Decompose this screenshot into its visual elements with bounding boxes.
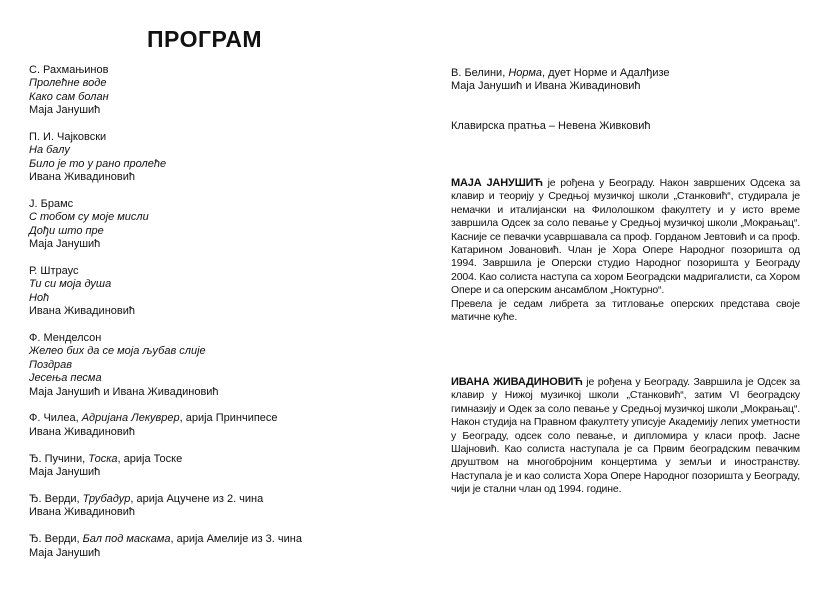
performer: Ивана Живадиновић [29,506,135,519]
composer: Ф. Чилеа, [29,412,82,425]
composer: Р. Штраус [29,265,79,278]
opera-title: Тоска [88,452,118,465]
aria-desc: , арија Принчипесе [179,412,278,425]
performer: Маја Јанушић и Ивана Живадиновић [451,80,641,93]
work-title: На балу [29,144,70,157]
work-title: Ти си моја душа [29,278,112,291]
performer: Ивана Живадиновић [29,305,135,318]
performer: Маја Јанушић [29,466,101,479]
composer: В. Белини, [451,67,509,79]
opera-title: Адријана Лекуврер [81,412,180,425]
performer: Ивана Живадиновић [29,425,135,438]
bio-name: МАЈА ЈАНУШИЋ [451,177,543,189]
composer: С. Рахмањинов [29,64,109,76]
aria-line [29,533,409,546]
opera-title: Трубадур [82,492,131,505]
performer: Маја Јанушић [29,104,101,117]
aria-desc: , арија Ацучене из 2. чина [130,492,264,505]
work-title: С тобом су моје мисли [29,211,149,224]
work-title: Ноћ [29,291,50,304]
aria-line [451,67,801,80]
opera-title: Бал под маскама [82,533,171,546]
work-title: Како сам болан [29,90,109,103]
aria-line [29,453,409,466]
bio-paragraph: Превела је седам либрета за титловање оперских представа своје матичне куће. [451,297,800,324]
aria-line [29,412,409,425]
bio-paragraph [451,376,800,497]
aria-desc: , арија Амелије из 3. чина [170,533,302,546]
work-title: Било је то у рано пролеће [29,157,167,170]
program-item [29,332,409,399]
performer: Маја Јанушић [29,546,101,559]
accompaniment: Клавирска пратња – Невена Живковић [451,120,651,132]
composer: Ф. Менделсон [29,332,102,345]
program-item [29,198,409,252]
duet-item [451,67,801,94]
program-item [29,453,409,480]
aria-desc: , арија Тоске [117,452,183,465]
opera-title: Норма [508,67,543,79]
performer: Ивана Живадиновић [29,171,135,184]
work-title: Желео бих да се моја љубав слије [29,345,206,358]
work-title: Пролећне воде [29,77,107,90]
performer: Маја Јанушић и Ивана Живадиновић [29,385,219,398]
composer: П. И. Чајковски [29,131,107,144]
aria-line [29,493,409,506]
program-item [29,493,409,520]
bio-paragraph [451,177,800,298]
program-item [29,265,409,319]
bio-text: је рођена у Београду. Завршила је Одсек за клавир у Нижој музичкој школи „Станковић“, затим VI београдску гимназију и Одек за соло певање у Средњој музичкој школи „Мокрањац“. Након студија на Правном факултету уписује Академију лепих уметности у Београду, одсек соло певање, и дипломира у класи проф. Јасне Шајновић. Као солиста наступала је са Првим београдским певачким друштвом на многобројним концертима у земљи и иностранству. Наступала је и као солиста Хора Опере Народног позоришта у Београду, чији је стални члан од 1994. године. [451,376,800,496]
program-item [29,412,409,439]
program-item [29,131,409,185]
bio-text: је рођена у Београду. Након завршених Одсека за клавир и теорију у Средњој музичкој школи „Станковић“, студирала је немачки и италијански на Филолошком факултету и у исто време завршила Одсек за соло певање у Средњој музичкој школи „Мокрањац“. Касније се певачки усавршавала са проф. Горданом Јевтовић и са проф. Катарином Јовановић. Члан је Хора Опере Народног позоришта од 1994. Завршила је Оперски студио Народног позоришта у Београду 2004. Као солиста наступа са хором Београдски мадригалисти, са Хором Опере и са оперским ансамблом „Ноктурно“. [451,177,801,297]
composer: Ђ. Верди, [29,533,83,546]
work-title: Јесења песма [29,372,102,385]
bio-maja [451,177,800,324]
work-title: Дођи што пре [29,224,104,237]
program-list [29,64,409,573]
composer: Ј. Брамс [29,198,74,211]
composer: Ђ. Верди, [29,492,83,505]
page-title: ПРОГРАМ [147,26,263,52]
bio-ivana [451,376,800,497]
work-title: Поздрав [29,358,73,371]
bio-name: ИВАНА ЖИВАДИНОВИЋ [451,376,583,388]
composer: Ђ. Пучини, [29,452,89,465]
program-item [29,533,409,560]
aria-desc: , дует Норме и Адалђизе [542,67,670,79]
program-item [29,64,409,118]
performer: Маја Јанушић [29,238,101,251]
